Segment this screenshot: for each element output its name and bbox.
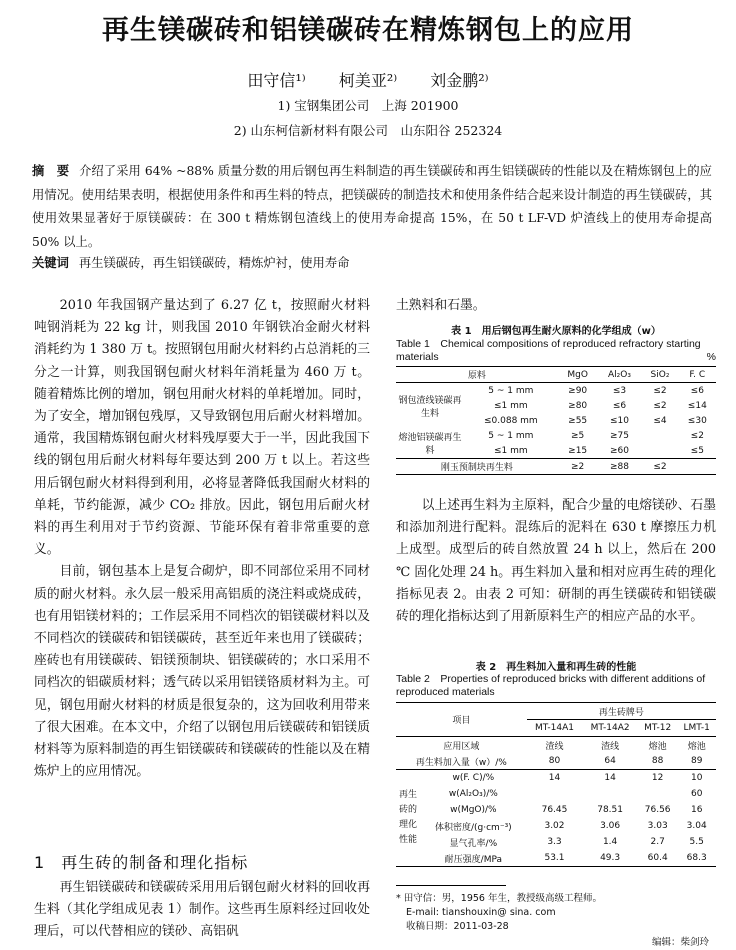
table-cell: 68.3	[686, 853, 707, 863]
table-cell: 89	[690, 756, 703, 766]
table-header: MT-12	[644, 723, 672, 733]
table-row	[396, 818, 716, 834]
footnote-author: * 田守信：男，1956 年生，教授级高级工程师。	[396, 893, 602, 904]
table-cell: 熔池	[648, 741, 667, 752]
section-body	[34, 877, 370, 944]
table-cell: 76.45	[541, 805, 568, 815]
section-number: 1	[34, 853, 46, 872]
table-header: MT-14A2	[590, 723, 630, 733]
table1-caption-en-text: Table 1 Chemical compositions of reproduced refractory starting materials	[396, 338, 701, 363]
table-cell: 5.5	[689, 837, 704, 847]
table-cell: 88	[651, 756, 664, 766]
author-2: 柯美亚²⁾	[338, 71, 398, 90]
table-cell: ≥90	[568, 385, 588, 396]
table-row	[396, 802, 716, 818]
table-cell: 渣线	[601, 741, 620, 752]
table1-unit: %	[706, 350, 716, 363]
table-cell: w(Al₂O₃)/%	[448, 789, 498, 799]
table-row	[396, 753, 716, 770]
table-cell: ≤10	[610, 415, 629, 426]
table-group-label: 再生砖的理化性能	[396, 770, 420, 867]
table-header: 原料	[467, 371, 486, 381]
footnote-received-date: 收稿日期：2011-03-28	[406, 921, 509, 932]
table-cell: 渣线	[545, 741, 564, 752]
table-cell: 熔池	[687, 741, 706, 752]
table-cell: ≤1 mm	[494, 445, 528, 456]
table-cell: 5 ~ 1 mm	[488, 430, 534, 441]
table-cell	[582, 786, 638, 802]
table-cell: ≤2	[653, 461, 667, 472]
table-cell: 76.56	[644, 805, 671, 815]
table-cell: 应用区域	[443, 741, 480, 752]
table-header-row	[396, 367, 716, 383]
table-cell: 3.3	[547, 837, 562, 847]
table-cell: ≤2	[653, 385, 667, 396]
table-cell: 80	[548, 756, 561, 766]
table-cell: 3.03	[647, 821, 668, 831]
table-row	[396, 850, 716, 867]
table-cell: ≥55	[568, 415, 588, 426]
table-cell: ≤6	[612, 400, 627, 411]
footnote-divider	[396, 885, 506, 886]
right-column-body	[396, 495, 716, 628]
table-header: MT-14A1	[534, 723, 574, 733]
table-cell: 5 ~ 1 mm	[488, 385, 534, 396]
table2-caption: 表 2 再生料加入量和再生砖的性能	[475, 662, 637, 673]
table-cell: 3.02	[544, 821, 565, 831]
table-cell: ≤6	[690, 385, 704, 396]
table-cell: ≤2	[690, 430, 704, 441]
body-paragraph: 以上述再生料为主原料，配合少量的电熔镁砂、石墨和添加剂进行配料。混练后的泥料在 630 t 摩擦压力机上成型。成型后的砖自然放置 24 h 以上，然后在 200 ℃ 固化处理 24 h。再生料加入量和相对应再生砖的理化指标见表 2。由表 2 可知：研制的再生镁碳砖和铝镁碳砖的理化指标达到了用新原料生产的相应产品的水平。	[396, 498, 716, 625]
keywords-label: 关键词	[32, 256, 69, 270]
table-cell: 49.3	[600, 853, 621, 863]
table-row	[396, 786, 716, 802]
table-cell: 16	[690, 805, 703, 815]
table-cell: w(MgO)/%	[450, 805, 497, 815]
table-cell: ≤0.088 mm	[484, 415, 538, 426]
editor-credit: 编辑：柴剑玲	[652, 937, 710, 948]
table-cell: ≤5	[690, 445, 704, 456]
paper-title: 再生镁碳砖和铝镁碳砖在精炼钢包上的应用	[102, 15, 634, 46]
table-cell: ≤3	[612, 385, 627, 396]
table-cell: 14	[548, 773, 561, 783]
table-cell: 60	[690, 789, 703, 799]
table-row	[396, 383, 716, 399]
table-cell: ≤14	[687, 400, 707, 411]
table-cell: ≥80	[568, 400, 588, 411]
table-header-row	[396, 703, 716, 720]
table-cell: 10	[690, 773, 703, 783]
affiliation-1: 1) 宝钢集团公司 上海 201900	[277, 98, 459, 113]
table-header: Al₂O₃	[608, 369, 631, 380]
table-cell: 刚玉预制块再生料	[440, 463, 513, 473]
table-cell: 1.4	[602, 837, 618, 847]
table-header: 再生砖牌号	[527, 703, 716, 720]
table-cell	[641, 443, 678, 459]
table-cell: ≥15	[568, 445, 588, 456]
table-cell: ≤30	[687, 415, 707, 426]
table-header: 项目	[396, 703, 527, 737]
table-cell: ≤2	[653, 400, 667, 411]
table-cell: 60.4	[647, 853, 668, 863]
table-cell: 再生料加入量（w）/%	[415, 757, 507, 768]
table-row	[396, 834, 716, 850]
table-cell: 耐压强度/MPa	[444, 854, 503, 865]
table-cell: ≥60	[610, 445, 629, 456]
table-cell	[679, 459, 716, 475]
author-3: 刘金鹏²⁾	[430, 71, 489, 90]
body-paragraph: 目前，钢包基本上是复合砌炉，即不同部位采用不同材质的耐火材料。永久层一般采用高铝质的浇注料或烧成砖，也有用铝镁材料的；工作层采用不同档次的铝镁碳材料以及不同档次的镁碳砖和铝镁碳砖，甚至近年来也用了镁碳砖；座砖也有用镁碳砖、铝镁预制块、铝镁碳砖的；水口采用不同档次的铝碳质材料；透气砖以采用铝镁铬质材料为主。可见，钢包用耐火材料的材质是很复杂的，这为回收利用带来了很大困难。在本文中，介绍了以钢包用后镁碳砖和铝镁质材料等为原料制造的再生铝镁碳砖和镁碳砖的性能以及在精炼炉上的应用情况。	[34, 564, 370, 780]
table-row	[396, 459, 716, 475]
footnote-email: E-mail: tianshouxin@ sina. com	[406, 907, 556, 918]
affiliation-2: 2) 山东柯信新材料有限公司 山东阳谷 252324	[233, 123, 503, 138]
table-cell: 3.04	[686, 821, 707, 831]
table-row	[396, 428, 716, 443]
table-cell: 体积密度/(g·cm⁻³)	[434, 822, 512, 833]
table-row	[396, 737, 716, 754]
table-cell: w(F. C)/%	[452, 773, 495, 783]
author-1: 田守信¹⁾	[247, 71, 306, 90]
table-cell: 12	[651, 773, 664, 783]
table-cell: 显气孔率/%	[449, 838, 498, 849]
keywords	[32, 253, 712, 271]
table-cell: ≥5	[571, 430, 585, 441]
table-cell	[641, 428, 678, 443]
table2	[396, 702, 716, 867]
table-cell	[527, 786, 583, 802]
table-header: LMT-1	[683, 723, 710, 733]
table-header: MgO	[567, 369, 588, 380]
table2-caption-en: Table 2 Properties of reproduced bricks with different additions of reproduced materials	[396, 673, 706, 698]
table-group-label: 熔池铝镁碳再生料	[398, 433, 462, 456]
table1-caption: 表 1 用后钢包再生耐火原料的化学组成（w）	[451, 326, 661, 337]
table-cell	[638, 786, 678, 802]
table-row	[396, 770, 716, 787]
table1	[396, 366, 716, 475]
table-cell: ≥2	[571, 461, 585, 472]
author-list	[0, 68, 736, 91]
left-column-body	[34, 295, 370, 783]
table-cell: ≤1 mm	[494, 400, 528, 411]
footnote	[396, 892, 716, 934]
body-paragraph: 再生铝镁碳砖和镁碳砖采用用后钢包耐火材料的回收再生料（其化学组成见表 1）制作。这些再生原料经过回收处理后，可以代替相应的镁砂、高铝矾	[34, 880, 370, 940]
table-cell: 3.06	[600, 821, 621, 831]
section-heading	[34, 850, 370, 873]
table-group-label: 钢包渣线镁碳再生料	[398, 395, 462, 419]
abstract-text: 介绍了采用 64% ~88% 质量分数的用后钢包再生料制造的再生镁碳砖和再生铝镁碳砖的性能以及在精炼钢包上的应用情况。使用结果表明，根据使用条件和再生料的特点，把镁碳砖的制造技术和使用条件结合起来设计制造的再生镁碳砖，其使用效果显著好于原镁碳砖：在 300 t 精炼钢包渣线上的使用寿命提高 15%，在 50 t LF-VD 炉渣线上的使用寿命提高 50% 以上。	[32, 164, 712, 249]
table-cell: 78.51	[597, 805, 623, 815]
abstract	[32, 160, 712, 254]
table-cell: ≥75	[610, 430, 629, 441]
right-column-lead: 土熟料和石墨。	[396, 298, 486, 313]
table-cell: ≤4	[653, 415, 667, 426]
keywords-text: 再生镁碳砖，再生铝镁碳砖，精炼炉衬，使用寿命	[78, 256, 350, 270]
table1-caption-en	[396, 338, 716, 363]
table-header: F. C	[689, 369, 706, 380]
abstract-label: 摘 要	[32, 164, 70, 178]
section-title: 再生砖的制备和理化指标	[61, 853, 249, 872]
table-cell: 14	[604, 773, 616, 783]
table-header: SiO₂	[650, 369, 670, 380]
table-cell: 53.1	[544, 853, 565, 863]
table-cell: 2.7	[650, 837, 665, 847]
body-paragraph: 2010 年我国钢产量达到了 6.27 亿 t，按照耐火材料吨钢消耗为 22 kg 计，则我国 2010 年钢铁冶金耐火材料消耗约为 1 380 万 t。按照钢包用耐火材料约占总消耗的三分之一计算，则我国钢包耐火材料年消耗量为 460 万 t。随着精炼比例的增加，钢包用耐火材料的单耗增加。同时，为了安全，增加钢包残厚，又导致钢包用后耐火材料增加。通常，我国精炼钢包耐火材料残厚要大于一半，因此我国下线的钢包用后耐火材料每年要达到 200 万 t 以上。若这些用后钢包耐火材料得到利用，必将显著降低我国耐火材料的单耗，节约能源，减少 CO₂ 排放。因此，钢包用后耐火材料的再生利用对于节约资源、节能环保有着非常重要的意义。	[34, 298, 370, 558]
table-cell: 64	[604, 756, 616, 766]
table-cell: ≥88	[610, 461, 629, 472]
